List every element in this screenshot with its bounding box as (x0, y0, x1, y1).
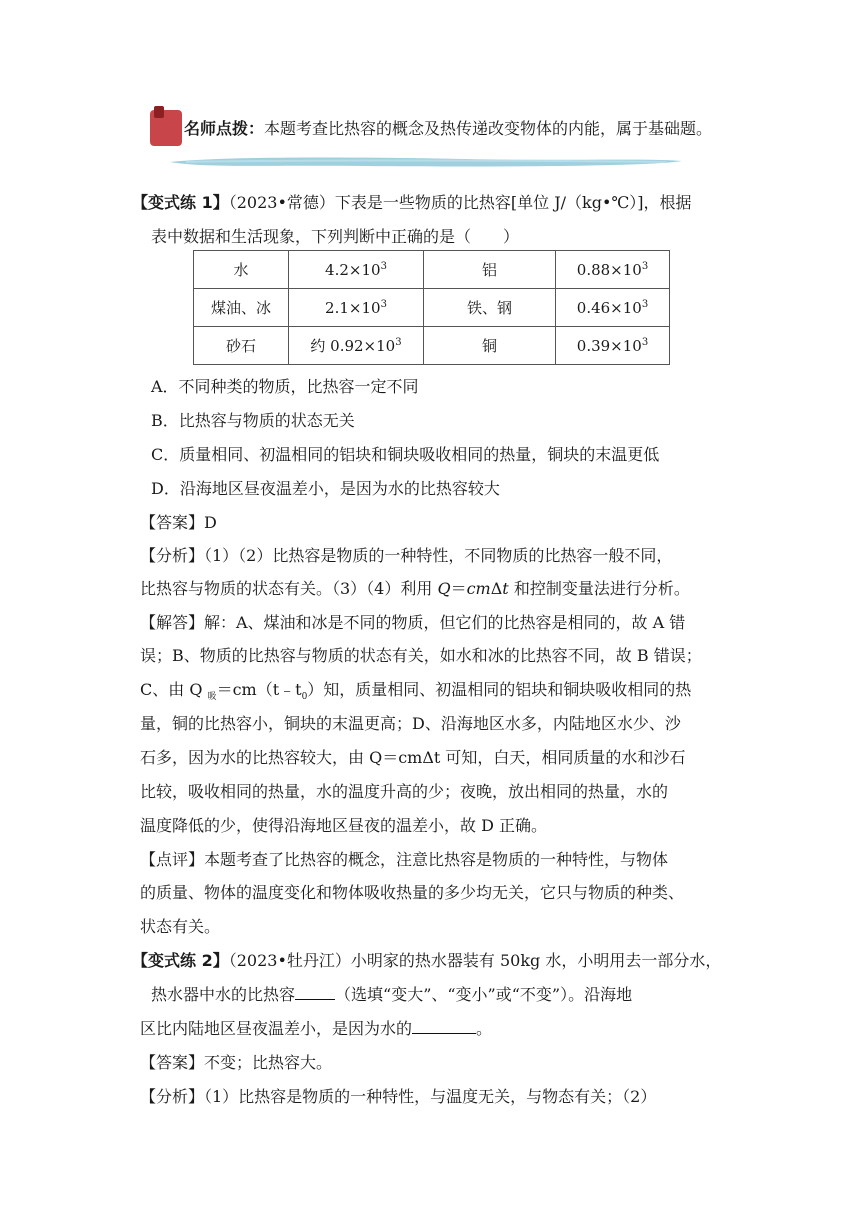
table-cell: 铜 (424, 327, 556, 365)
solution-1-line-1: 【解答】解：A、煤油和冰是不同的物质，但它们的比热容是相同的，故 A 错 (140, 613, 686, 632)
review-1-line-1: 【点评】本题考查了比热容的概念，注意比热容是物质的一种特性，与物体 (140, 850, 669, 869)
solution-1-line-7: 温度降低的少，使得沿海地区昼夜的温差小，故 D 正确。 (140, 816, 548, 835)
table-cell: 煤油、冰 (194, 289, 289, 327)
table-cell: $0.46\times 10^3$ (556, 289, 670, 327)
table-cell: $2.1\times 10^3$ (289, 289, 424, 327)
brush-stroke-divider (166, 154, 686, 170)
exercise-2-tag: 【变式练 2】 (132, 951, 229, 970)
solution-1-line-4: 量，铜的比热容小，铜块的末温更高；D、沿海地区水多，内陆地区水少、沙 (140, 714, 681, 733)
fill-blank-2[interactable] (412, 1017, 476, 1034)
table-cell: 铁、钢 (424, 289, 556, 327)
option-d: D．沿海地区昼夜温差小，是因为水的比热容较大 (151, 479, 500, 498)
exercise-2-line-1: 【变式练 2】（2023•牡丹江）小明家的热水器装有 50kg 水，小明用去一部分水， (132, 951, 722, 970)
tip-label: 名师点拨： (184, 119, 265, 138)
table-cell: $4.2\times 10^3$ (289, 251, 424, 289)
fill-blank-1[interactable] (295, 983, 335, 1000)
analysis-1-line-1: 【分析】（1）（2）比热容是物质的一种特性，不同物质的比热容一般不同， (140, 546, 673, 565)
table-cell: 砂石 (194, 327, 289, 365)
review-1-line-2: 的质量、物体的温度变化和物体吸收热量的多少均无关，它只与物质的种类、 (140, 883, 685, 902)
table-cell: $0.88\times 10^3$ (556, 251, 670, 289)
table-row (194, 251, 670, 289)
exercise-1-line-1: 【变式练 1】（2023•常德）下表是一些物质的比热容[单位 J/（kg•℃）]，根据 (132, 193, 692, 212)
tip-content: 本题考查比热容的概念及热传递改变物体的内能，属于基础题。 (264, 119, 713, 138)
answer-2: 【答案】不变；比热容大。 (140, 1053, 333, 1072)
exercise-1-tag: 【变式练 1】 (132, 193, 229, 212)
table-cell: 约 $0.92\times 10^3$ (289, 327, 424, 365)
solution-1-line-3: C、由 Q $_吸=cm(t﹣t_0)$知，质量相同、初温相同的铝块和铜块吸收相同的热 (140, 680, 692, 703)
table-cell: $0.39\times 10^3$ (556, 327, 670, 365)
table-cell: 水 (194, 251, 289, 289)
review-1-line-3: 状态有关。 (140, 917, 221, 936)
table-row (194, 327, 670, 365)
solution-1-line-2: 误；B、物质的比热容与物质的状态有关，如水和冰的比热容不同，故 B 错误； (140, 646, 702, 665)
option-b: B．比热容与物质的状态无关 (151, 411, 355, 430)
solution-1-line-6: 比较，吸收相同的热量，水的温度升高的少；夜晚，放出相同的热量，水的 (140, 782, 669, 801)
specific-heat-table (193, 250, 670, 365)
table-cell: 铝 (424, 251, 556, 289)
answer-1: 【答案】D (140, 513, 217, 532)
option-a: A．不同种类的物质，比热容一定不同 (151, 377, 419, 396)
table-row (194, 289, 670, 327)
analysis-2-line-1: 【分析】（1）比热容是物质的一种特性，与温度无关，与物态有关；（2） (140, 1087, 657, 1106)
exercise-2-line-3: 区比内陆地区昼夜温差小，是因为水的 。 (140, 1019, 493, 1038)
exercise-2-line-2: 热水器中水的比热容 （选填“变大”、“变小”或“不变”）。沿海地 (151, 985, 633, 1004)
option-c: C．质量相同、初温相同的铝块和铜块吸收相同的热量，铜块的末温更低 (151, 445, 660, 464)
analysis-1-line-2: 比热容与物质的状态有关。（3）（4）利用 Q＝cmΔt 和控制变量法进行分析。 (140, 579, 690, 598)
bookmark-icon (150, 106, 182, 146)
solution-1-line-5: 石多，因为水的比热容较大，由 Q＝cmΔt 可知，白天，相同质量的水和沙石 (140, 748, 686, 767)
tip-text (184, 116, 712, 139)
exercise-1-line-2: 表中数据和生活现象，下列判断中正确的是（ ） (151, 227, 520, 246)
